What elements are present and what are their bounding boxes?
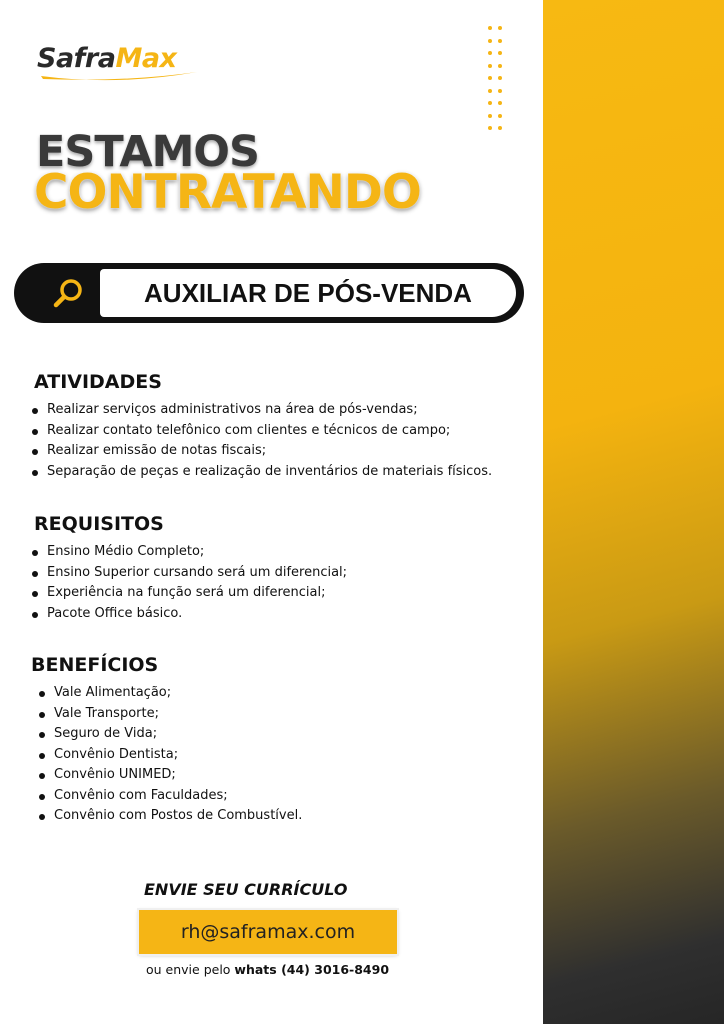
list-item: Realizar contato telefônico com clientes e técnicos de campo; [31,421,492,442]
list-item: Vale Alimentação; [38,683,302,704]
email-link[interactable]: rh@saframax.com [180,921,356,943]
list-beneficios [38,683,302,827]
job-title: AUXILIAR DE PÓS-VENDA [144,277,472,308]
headline-estamos: ESTAMOS [36,127,259,177]
cta-title: ENVIE SEU CURRÍCULO [144,880,348,899]
logo-text-max: Max [115,43,177,74]
list-item: Ensino Médio Completo; [31,542,347,563]
list-item: Pacote Office básico. [31,604,347,625]
list-atividades [31,400,492,482]
list-item: Convênio Dentista; [38,745,302,766]
list-item: Realizar emissão de notas fiscais; [31,441,492,462]
whats-prefix: ou envie pelo [146,962,231,977]
search-icon [52,276,86,310]
email-box[interactable] [139,910,397,954]
decorative-dot-grid [488,26,508,102]
list-item: Experiência na função será um diferencial; [31,583,347,604]
list-item: Convênio UNIMED; [38,765,302,786]
section-title-requisitos: REQUISITOS [34,513,164,535]
decorative-side-band [543,0,724,1024]
job-title-banner [14,263,524,323]
logo-swoosh-icon [37,42,202,87]
section-title-atividades: ATIVIDADES [34,371,162,393]
logo-text-safra: Safra [37,43,116,74]
saframax-logo [37,42,202,87]
list-item: Convênio com Faculdades; [38,786,302,807]
list-item: Ensino Superior cursando será um diferencial; [31,563,347,584]
whats-number: whats (44) 3016-8490 [234,962,390,977]
whats-contact-line [146,962,389,977]
list-item: Realizar serviços administrativos na área de pós-vendas; [31,400,492,421]
section-title-beneficios: BENEFÍCIOS [31,654,159,676]
list-item: Vale Transporte; [38,704,302,725]
list-item: Separação de peças e realização de inventários de materiais físicos. [31,462,492,483]
headline-contratando: CONTRATANDO [34,165,421,220]
list-item: Seguro de Vida; [38,724,302,745]
list-requisitos [31,542,347,624]
job-title-box [100,269,516,317]
list-item: Convênio com Postos de Combustível. [38,806,302,827]
